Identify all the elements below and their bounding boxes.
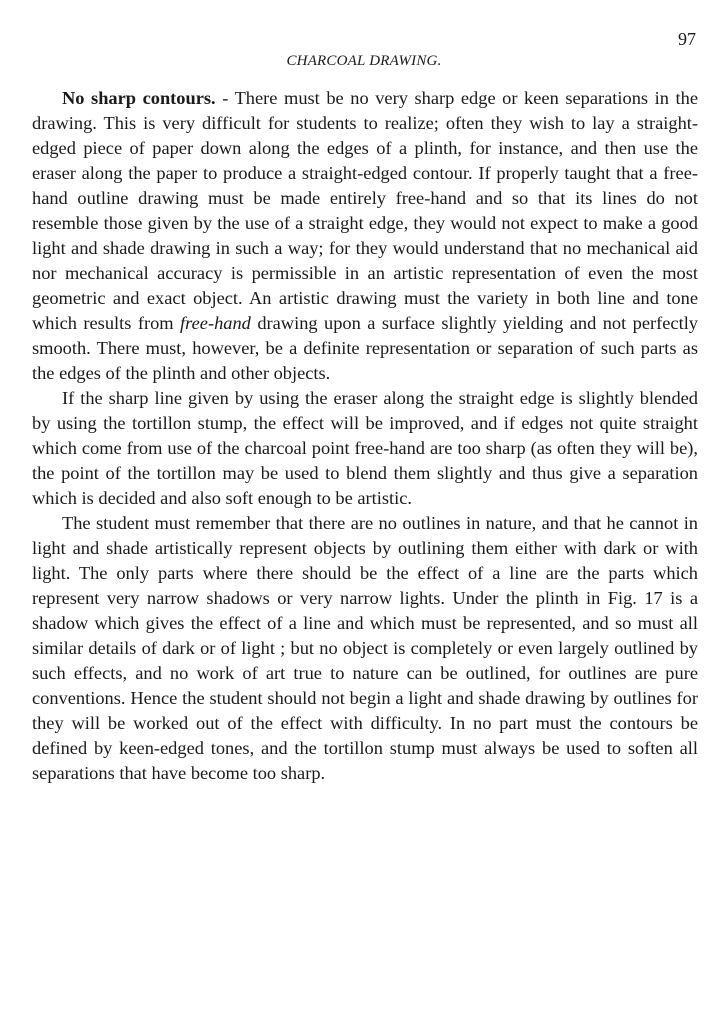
paragraph-no-sharp-contours	[32, 86, 698, 386]
paragraph-lead-in: No sharp contours.	[62, 88, 216, 108]
running-head: CHARCOAL DRAWING.	[286, 53, 442, 69]
page-number: 97	[678, 29, 696, 49]
paragraph-text: - There must be no very sharp edge or keen separations in the drawing. This is very difficult for students to realize; often they wish to lay a straight-edged piece of paper down along the edges of a plinth, for instance, and then use the eraser along the paper to produce a straight-edged contour. If properly taught that a free-hand outline drawing must be made entirely free-hand and so that its lines do not resemble those given by the use of a straight edge, they would not expect to make a good light and shade drawing in such a way; for they would understand that no mechanical aid nor mechanical accuracy is permissible in an artistic representation of even the most geometric and exact object. An artistic drawing must the variety in both line and tone which results from	[32, 88, 698, 333]
body-text	[32, 86, 698, 786]
emphasis-free-hand: free-hand	[180, 313, 251, 333]
paragraph-text: drawing upon a surface slightly yielding and not perfectly smooth. There must, however, be a definite representation or separation of such parts as the edges of the plinth and other objects.	[32, 313, 698, 383]
paragraph-no-outlines: The student must remember that there are no outlines in nature, and that he cannot in light and shade artistically represent objects by outlining them either with dark or with light. The only parts where there should be the effect of a line are the parts which represent very narrow shadows or very narrow lights. Under the plinth in Fig. 17 is a shadow which gives the effect of a line and which must be represented, and so must all similar details of dark or of light ; but no object is completely or even largely outlined by such effects, and no work of art true to nature can be outlined, for outlines are pure conventions. Hence the student should not begin a light and shade drawing by outlines for they will be worked out of the effect with difficulty. In no part must the contours be defined by keen-edged tones, and the tortillon stump must always be used to soften all separations that have become too sharp.	[32, 513, 698, 783]
paragraph-tortillon-stump: If the sharp line given by using the eraser along the straight edge is slightly blended by using the tortillon stump, the effect will be improved, and if edges not quite straight which come from use of the charcoal point free-hand are too sharp (as often they will be), the point of the tortillon may be used to blend them slightly and thus give a separation which is decided and also soft enough to be artistic.	[32, 388, 698, 508]
